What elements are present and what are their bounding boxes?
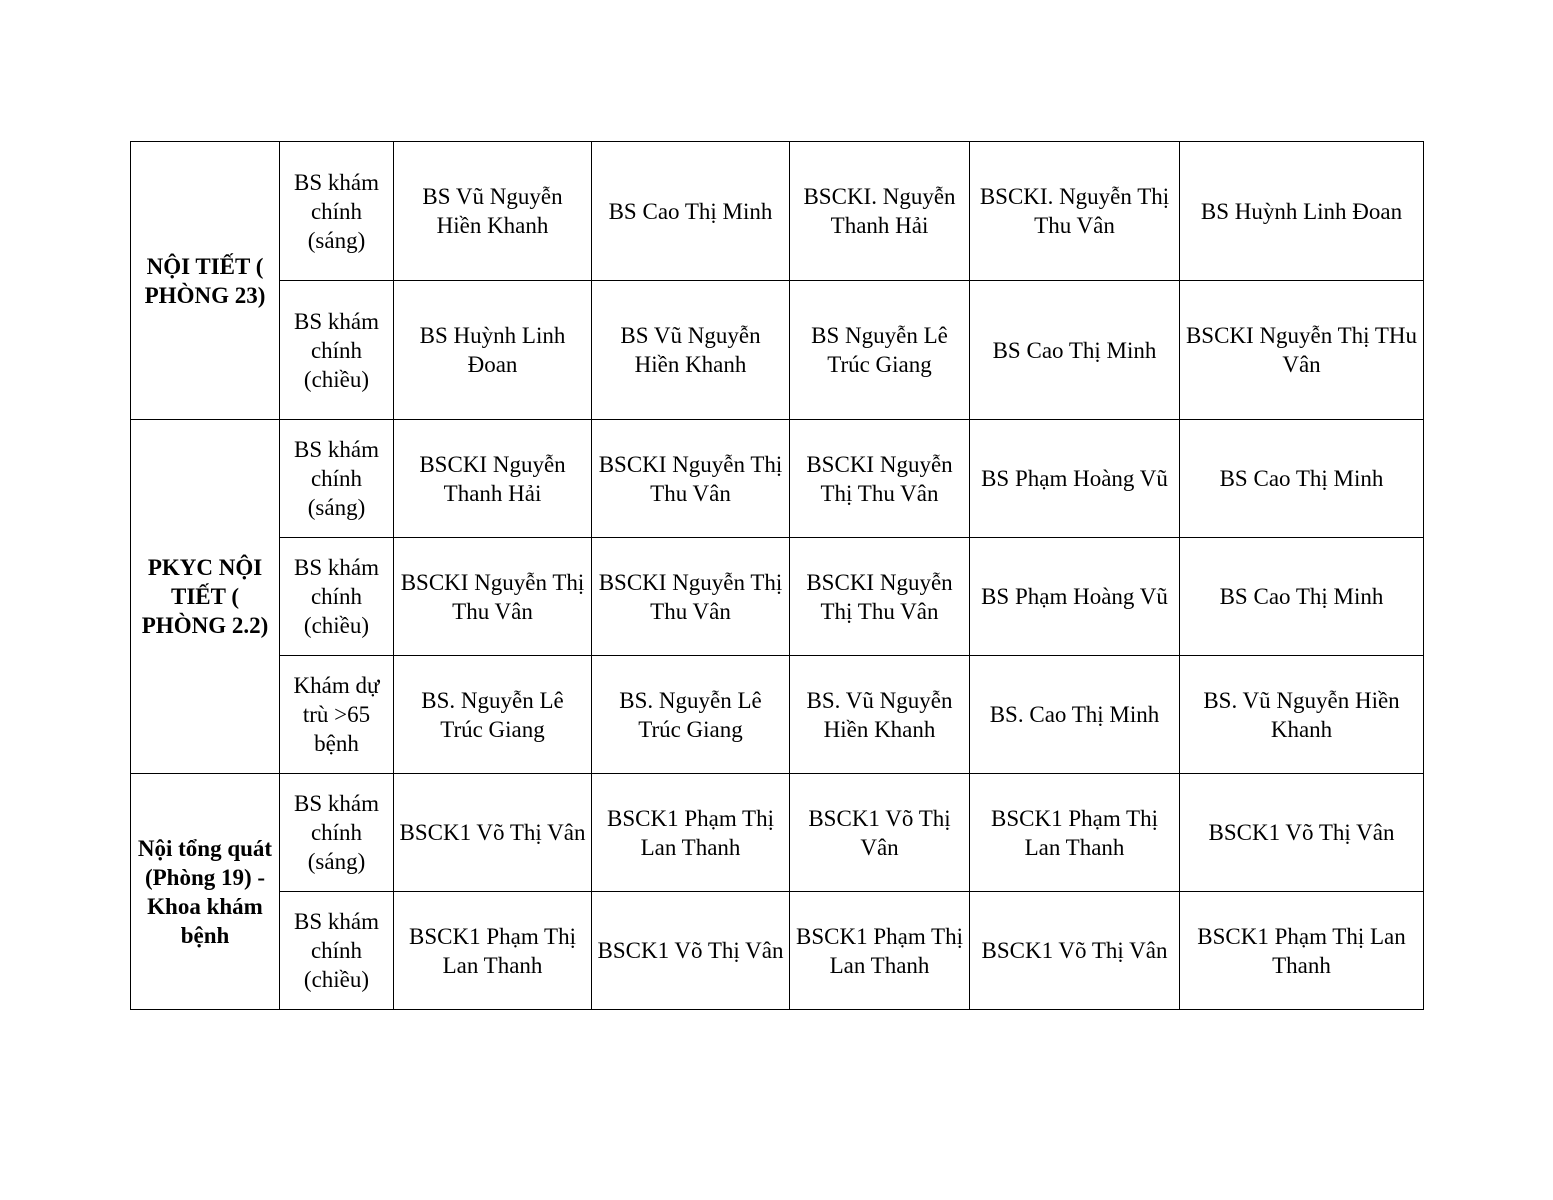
table-row <box>131 774 1424 892</box>
doctor-cell: BS Phạm Hoàng Vũ <box>970 538 1180 656</box>
doctor-cell: BSCK1 Phạm Thị Lan Thanh <box>1180 892 1424 1010</box>
doctor-cell: BS Huỳnh Linh Đoan <box>1180 142 1424 281</box>
table-row <box>131 538 1424 656</box>
doctor-cell: BSCK1 Võ Thị Vân <box>592 892 790 1010</box>
doctor-cell: BSCKI Nguyễn Thị Thu Vân <box>592 420 790 538</box>
doctor-cell: BSCK1 Võ Thị Vân <box>790 774 970 892</box>
shift-cell: BS khám chính (sáng) <box>280 142 394 281</box>
doctor-cell: BS. Vũ Nguyễn Hiền Khanh <box>790 656 970 774</box>
doctor-cell: BS Vũ Nguyễn Hiền Khanh <box>394 142 592 281</box>
doctor-cell: BSCK1 Võ Thị Vân <box>394 774 592 892</box>
doctor-cell: BSCKI Nguyễn Thị Thu Vân <box>394 538 592 656</box>
shift-cell: BS khám chính (sáng) <box>280 774 394 892</box>
shift-cell: BS khám chính (sáng) <box>280 420 394 538</box>
shift-cell: BS khám chính (chiều) <box>280 281 394 420</box>
doctor-cell: BSCK1 Phạm Thị Lan Thanh <box>790 892 970 1010</box>
table-row <box>131 420 1424 538</box>
doctor-cell: BSCKI Nguyễn Thị Thu Vân <box>790 538 970 656</box>
table-row <box>131 281 1424 420</box>
shift-cell: BS khám chính (chiều) <box>280 538 394 656</box>
doctor-cell: BSCKI. Nguyễn Thanh Hải <box>790 142 970 281</box>
doctor-cell: BS Huỳnh Linh Đoan <box>394 281 592 420</box>
doctor-cell: BSCK1 Võ Thị Vân <box>970 892 1180 1010</box>
doctor-cell: BS. Cao Thị Minh <box>970 656 1180 774</box>
doctor-cell: BSCK1 Phạm Thị Lan Thanh <box>592 774 790 892</box>
department-cell: NỘI TIẾT ( PHÒNG 23) <box>131 142 280 420</box>
doctor-cell: BSCK1 Phạm Thị Lan Thanh <box>970 774 1180 892</box>
doctor-cell: BS. Nguyễn Lê Trúc Giang <box>592 656 790 774</box>
doctor-cell: BSCKI Nguyễn Thị THu Vân <box>1180 281 1424 420</box>
shift-cell: Khám dự trù >65 bệnh <box>280 656 394 774</box>
doctor-cell: BS Nguyễn Lê Trúc Giang <box>790 281 970 420</box>
shift-cell: BS khám chính (chiều) <box>280 892 394 1010</box>
table-row <box>131 892 1424 1010</box>
doctor-cell: BSCK1 Võ Thị Vân <box>1180 774 1424 892</box>
doctor-cell: BS Vũ Nguyễn Hiền Khanh <box>592 281 790 420</box>
department-cell: Nội tổng quát (Phòng 19) - Khoa khám bệnh <box>131 774 280 1010</box>
table-row <box>131 656 1424 774</box>
doctor-cell: BS Cao Thị Minh <box>1180 538 1424 656</box>
doctor-cell: BSCKI Nguyễn Thị Thu Vân <box>592 538 790 656</box>
doctor-cell: BS Cao Thị Minh <box>970 281 1180 420</box>
doctor-cell: BS Cao Thị Minh <box>592 142 790 281</box>
doctor-cell: BS Phạm Hoàng Vũ <box>970 420 1180 538</box>
doctor-cell: BSCKI. Nguyễn Thị Thu Vân <box>970 142 1180 281</box>
doctor-cell: BS. Vũ Nguyễn Hiền Khanh <box>1180 656 1424 774</box>
department-cell: PKYC NỘI TIẾT ( PHÒNG 2.2) <box>131 420 280 774</box>
doctor-cell: BS. Nguyễn Lê Trúc Giang <box>394 656 592 774</box>
schedule-table <box>130 141 1424 1010</box>
doctor-cell: BS Cao Thị Minh <box>1180 420 1424 538</box>
doctor-cell: BSCKI Nguyễn Thanh Hải <box>394 420 592 538</box>
doctor-cell: BSCKI Nguyễn Thị Thu Vân <box>790 420 970 538</box>
doctor-cell: BSCK1 Phạm Thị Lan Thanh <box>394 892 592 1010</box>
table-row <box>131 142 1424 281</box>
